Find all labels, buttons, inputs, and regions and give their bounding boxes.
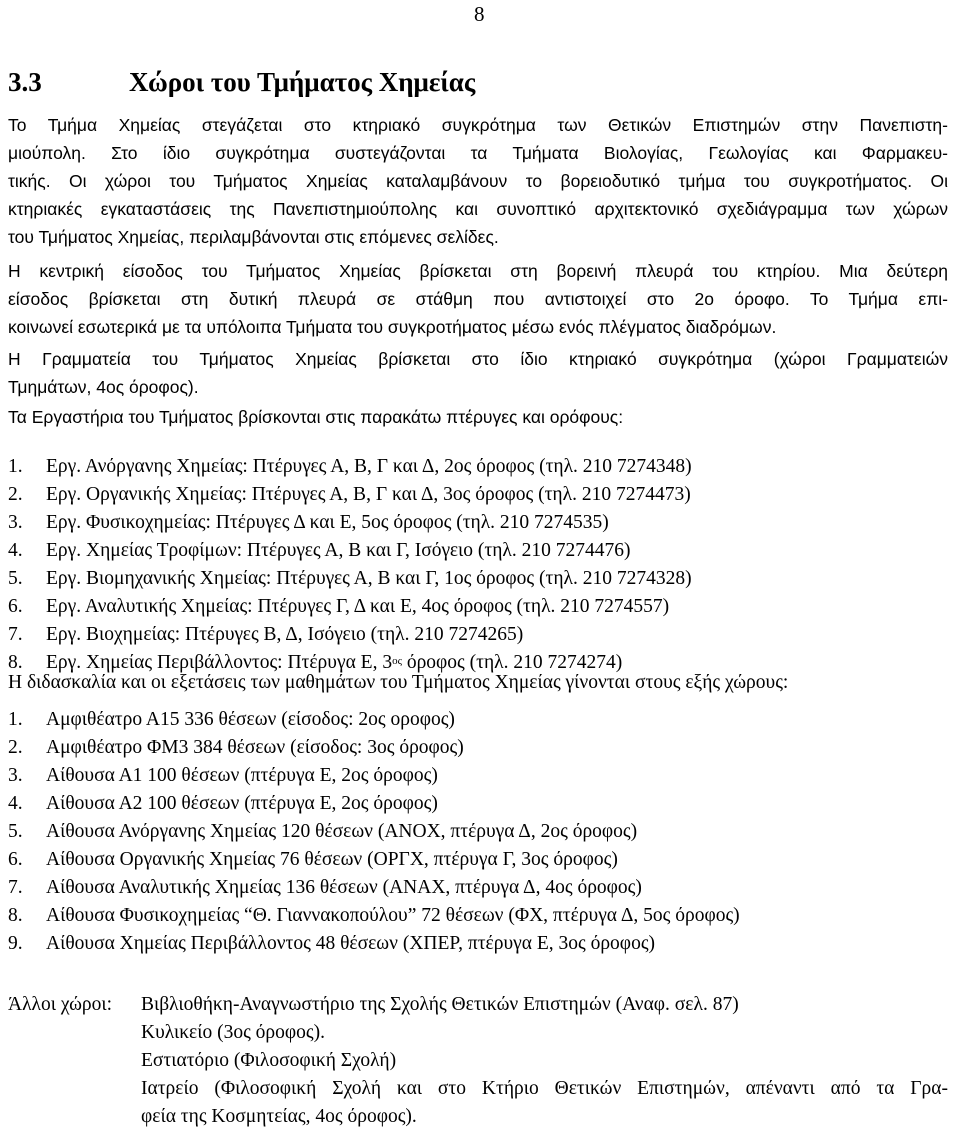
intro-line: μιούπολη. Στο ίδιο συγκρότημα συστεγάζονται τα Τμήματα Βιολογίας, Γεωλογίας και Φαρμακευ- — [8, 143, 948, 163]
entrance-line: Η κεντρική είσοδος του Τμήματος Χημείας βρίσκεται στη βορεινή πλευρά του κτηρίου. Μια δεύτερη — [8, 261, 948, 281]
list-text: Αίθουσα Οργανικής Χημείας 76 θέσεων (ΟΡΓΧ, πτέρυγα Γ, 3ος όροφος) — [46, 849, 618, 870]
list-text: Εργ. Οργανικής Χημείας: Πτέρυγες Α, Β, Γ και Δ, 3ος όροφος (τηλ. 210 7274473) — [46, 484, 691, 505]
list-number: 4. — [8, 540, 23, 561]
list-item — [8, 593, 948, 621]
list-text: Αμφιθέατρο Α15 336 θέσεων (είσοδος: 2ος οροφος) — [46, 709, 455, 730]
secretariat-paragraph — [8, 345, 948, 401]
list-item — [8, 481, 948, 509]
page-number: 8 — [474, 2, 485, 26]
list-number: 5. — [8, 821, 23, 842]
section-heading — [8, 62, 475, 102]
intro-paragraph — [8, 111, 948, 251]
list-item — [8, 790, 948, 818]
section-number: 3.3 — [8, 67, 42, 97]
list-number: 4. — [8, 793, 23, 814]
section-title: Χώροι του Τμήματος Χημείας — [129, 67, 476, 97]
list-text-before: Εργ. Χημείας Περιβάλλοντος: Πτέρυγα Ε, 3 — [46, 652, 393, 673]
list-item — [8, 930, 948, 958]
list-number: 8. — [8, 905, 23, 926]
list-text: Εργ. Βιομηχανικής Χημείας: Πτέρυγες Α, Β και Γ, 1ος όροφος (τηλ. 210 7274328) — [46, 568, 692, 589]
list-number: 9. — [8, 933, 23, 954]
list-text: Εργ. Αναλυτικής Χημείας: Πτέρυγες Γ, Δ και Ε, 4ος όροφος (τηλ. 210 7274557) — [46, 596, 670, 617]
list-item — [8, 621, 948, 649]
superscript: ος — [392, 655, 402, 667]
list-text: Εργ. Ανόργανης Χημείας: Πτέρυγες Α, Β, Γ και Δ, 2ος όροφος (τηλ. 210 7274348) — [46, 456, 692, 477]
rooms-intro: Η διδασκαλία και οι εξετάσεις των μαθημάτων του Τμήματος Χημείας γίνονται στους εξής χώρους: — [8, 672, 789, 693]
labs-list — [8, 453, 948, 677]
list-item — [8, 734, 948, 762]
list-item — [8, 818, 948, 846]
list-number: 7. — [8, 877, 23, 898]
list-item — [8, 902, 948, 930]
list-number: 6. — [8, 596, 23, 617]
list-number: 5. — [8, 568, 23, 589]
list-number: 3. — [8, 512, 23, 533]
list-item — [8, 846, 948, 874]
list-number: 6. — [8, 849, 23, 870]
list-text-after: όροφος (τηλ. 210 7274274) — [401, 652, 623, 673]
list-item — [8, 874, 948, 902]
other-spaces-label: Άλλοι χώροι: — [8, 994, 113, 1015]
list-text: Αίθουσα Χημείας Περιβάλλοντος 48 θέσεων (ΧΠΕΡ, πτέρυγα Ε, 3ος όροφος) — [46, 933, 656, 954]
list-number: 8. — [8, 652, 23, 673]
secretariat-line: Η Γραμματεία του Τμήματος Χημείας βρίσκεται στο ίδιο κτηριακό συγκρότημα (χώροι Γραμματειών — [8, 349, 948, 369]
list-text: Εργ. Φυσικοχημείας: Πτέρυγες Δ και Ε, 5ος όροφος (τηλ. 210 7274535) — [46, 512, 609, 533]
other-item: φεία της Κοσμητείας, 4ος όροφος). — [141, 1106, 417, 1127]
other-item: Κυλικείο (3ος όροφος). — [141, 1022, 326, 1043]
intro-line: του Τμήματος Χημείας, περιλαμβάνονται στις επόμενες σελίδες. — [8, 227, 499, 247]
intro-line: τικής. Οι χώροι του Τμήματος Χημείας καταλαμβάνουν το βορειοδυτικό τμήμα του συγκροτήματος. Οι — [8, 171, 948, 191]
list-text: Αίθουσα Α2 100 θέσεων (πτέρυγα Ε, 2ος όροφος) — [46, 793, 438, 814]
list-item — [8, 706, 948, 734]
entrance-paragraph — [8, 257, 948, 341]
other-spaces-items — [141, 991, 948, 1131]
list-text: Εργ. Βιοχημείας: Πτέρυγες Β, Δ, Ισόγειο (τηλ. 210 7274265) — [46, 624, 524, 645]
secretariat-line: Τμημάτων, 4ος όροφος). — [8, 377, 199, 397]
list-text: Αίθουσα Φυσικοχημείας “Θ. Γιαννακοπούλου” 72 θέσεων (ΦΧ, πτέρυγα Δ, 5ος όροφος) — [46, 905, 740, 926]
list-item — [8, 762, 948, 790]
list-item — [8, 565, 948, 593]
list-text: Εργ. Χημείας Τροφίμων: Πτέρυγες Α, Β και Γ, Ισόγειο (τηλ. 210 7274476) — [46, 540, 631, 561]
list-number: 1. — [8, 456, 23, 477]
other-item: Εστιατόριο (Φιλοσοφική Σχολή) — [141, 1050, 397, 1071]
other-item: Βιβλιοθήκη-Αναγνωστήριο της Σχολής Θετικών Επιστημών (Αναφ. σελ. 87) — [141, 994, 739, 1015]
list-item — [8, 453, 948, 481]
list-number: 3. — [8, 765, 23, 786]
intro-line: Το Τμήμα Χημείας στεγάζεται στο κτηριακό συγκρότημα των Θετικών Επιστημών στην Πανεπιστη- — [8, 115, 948, 135]
list-item — [8, 509, 948, 537]
list-number: 1. — [8, 709, 23, 730]
labs-intro: Τα Εργαστήρια του Τμήματος βρίσκονται στις παρακάτω πτέρυγες και ορόφους: — [8, 407, 624, 427]
intro-line: κτηριακές εγκαταστάσεις της Πανεπιστημιούπολης και συνοπτικό αρχιτεκτονικό σχεδιάγραμμα των χώρων — [8, 199, 948, 219]
list-item — [8, 537, 948, 565]
list-text: Αίθουσα Α1 100 θέσεων (πτέρυγα Ε, 2ος όροφος) — [46, 765, 438, 786]
entrance-line: κοινωνεί εσωτερικά με τα υπόλοιπα Τμήματα του συγκροτήματος μέσω ενός πλέγματος διαδρόμων. — [8, 317, 777, 337]
list-text: Αίθουσα Ανόργανης Χημείας 120 θέσεων (ΑΝΟΧ, πτέρυγα Δ, 2ος όροφος) — [46, 821, 638, 842]
other-spaces — [8, 991, 948, 1131]
list-number: 2. — [8, 737, 23, 758]
entrance-line: είσοδος βρίσκεται στη δυτική πλευρά σε στάθμη που αντιστοιχεί στο 2ο όροφο. Το Τμήμα επι- — [8, 289, 948, 309]
list-text: Αίθουσα Αναλυτικής Χημείας 136 θέσεων (ΑΝΑΧ, πτέρυγα Δ, 4ος όροφος) — [46, 877, 642, 898]
list-number: 7. — [8, 624, 23, 645]
list-number: 2. — [8, 484, 23, 505]
other-item: Ιατρείο (Φιλοσοφική Σχολή και στο Κτήριο Θετικών Επιστημών, απέναντι από τα Γρα- — [141, 1078, 948, 1099]
list-text: Αμφιθέατρο ΦΜ3 384 θέσεων (είσοδος: 3ος όροφος) — [46, 737, 464, 758]
rooms-list — [8, 706, 948, 958]
